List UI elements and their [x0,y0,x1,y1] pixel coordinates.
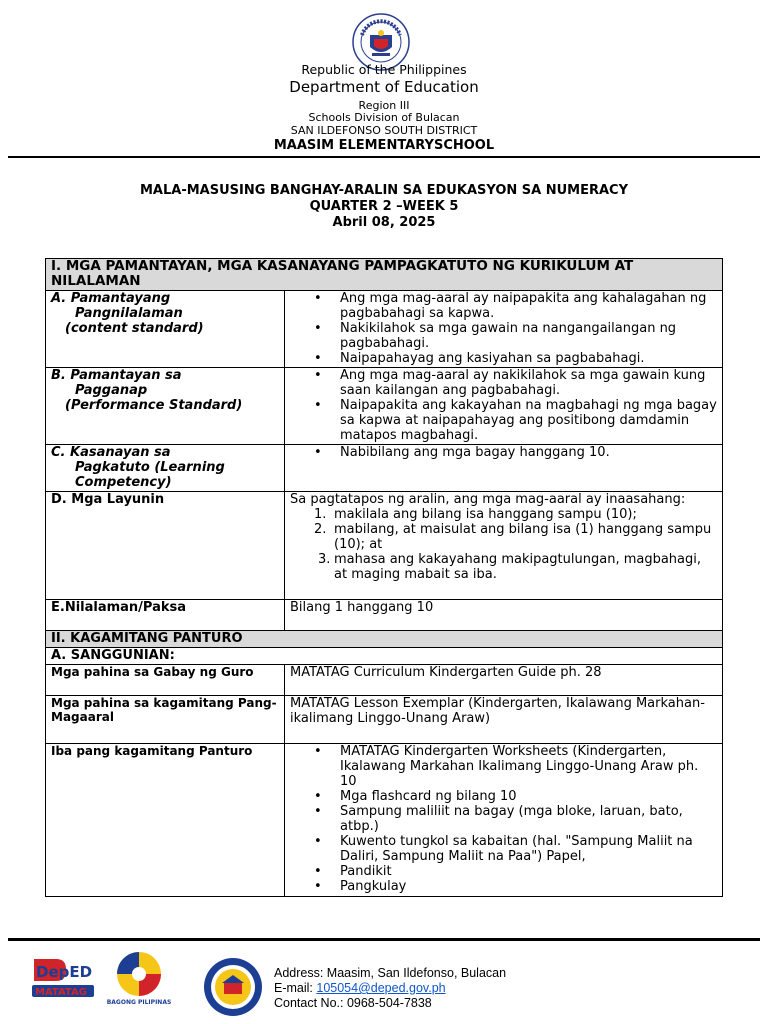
list-item: • Nakikilahok sa mga gawain na nangangailangan ng pagbabahagi. [290,321,717,351]
lesson-plan-table [45,258,723,897]
list-item: • Naipapakita ang kakayahan na magbahagi ng mga bagay sa kapwa at naipapahayag ang positibong damdamin matapos magbahagi. [290,398,717,443]
list-item: • Pandikit [290,864,717,879]
list-item: • MATATAG Kindergarten Worksheets (Kindergarten, Ikalawang Markahan Ikalimang Linggo-Unang Araw ph. 10 [290,744,717,789]
section2-heading: II. KAGAMITANG PANTURO [46,631,723,648]
deped-matatag-logo [30,955,96,1003]
footer-contact: Contact No.: 0968-504-7838 [274,996,432,1010]
learning-competency-list [285,445,723,492]
list-item: • Mga flashcard ng bilang 10 [290,789,717,804]
performance-standard-list [285,368,723,445]
plan-date: Abril 08, 2025 [332,215,436,230]
list-item: 2. mabilang, at maisulat ang bilang isa (1) hanggang sampu (10); at [314,522,712,552]
plan-title: MALA-MASUSING BANGHAY-ARALIN SA EDUKASYON SA NUMERACY [139,183,628,198]
school-logo [200,956,266,1018]
list-item: • Naipapahayag ang kasiyahan sa pagbabahagi. [290,351,717,366]
other-materials-list [285,744,723,897]
content-standard-label: A. Pamantayang Pangnilalaman (content standard) [46,291,285,368]
footer-address: Address: Maasim, San Ildefonso, Bulacan [274,966,507,980]
teacher-guide-label: Mga pahina sa Gabay ng Guro [46,665,285,696]
teacher-guide-value: MATATAG Curriculum Kindergarten Guide ph. 28 [285,665,723,696]
list-item: • Nabibilang ang mga bagay hanggang 10. [290,445,717,460]
region-text: Region III [358,99,410,112]
deped-logo-text: DepED [36,963,93,981]
references-subheading: A. SANGGUNIAN: [46,648,723,665]
learning-competency-label: C. Kasanayan sa Pagkatuto (Learning Competency) [46,445,285,492]
subject-matter-value: Bilang 1 hanggang 10 [285,600,723,631]
list-item: • Pangkulay [290,879,717,894]
subject-matter-label: E.Nilalaman/Paksa [46,600,285,631]
list-item: • Ang mga mag-aaral ay naipapakita ang kahalagahan ng pagbabahagi sa kapwa. [290,291,717,321]
objectives-cell [285,492,723,600]
objectives-label: D. Mga Layunin [46,492,285,600]
list-item: 3. mahasa ang kakayahang makipagtulungan, magbahagi, at maging mabait sa iba. [318,552,702,582]
other-materials-label: Iba pang kagamitang Panturo [46,744,285,897]
division-text: Schools Division of Bulacan [308,111,460,124]
republic-text: Republic of the Philippines [301,62,467,77]
learner-material-label: Mga pahina sa kagamitang Pang- Magaaral [46,696,285,744]
bagong-pilipinas-logo [107,950,171,1006]
list-item: • Sampung maliliit na bagay (mga bloke, laruan, bato, atbp.) [290,804,717,834]
email-link[interactable]: 105054@deped.gov.ph [316,981,446,995]
learner-material-value: MATATAG Lesson Exemplar (Kindergarten, Ikalawang Markahan-ikalimang Linggo-Unang Araw) [285,696,723,744]
footer-divider [8,938,760,941]
district-text: SAN ILDEFONSO SOUTH DISTRICT [290,124,478,137]
section1-heading: I. MGA PAMANTAYAN, MGA KASANAYANG PAMPAGKATUTO NG KURIKULUM AT NILALAMAN [46,259,723,291]
list-item: • Ang mga mag-aaral ay nakikilahok sa mga gawain kung saan kailangan ang pagbabahagi. [290,368,717,398]
objectives-intro: Sa pagtatapos ng aralin, ang mga mag-aaral ay inaasahang: [290,492,686,507]
department-text: Department of Education [289,78,479,96]
content-standard-list [285,291,723,368]
bp-caption: BAGONG PILIPINAS [107,999,171,1006]
school-name: MAASIM ELEMENTARYSCHOOL [273,138,495,153]
header-divider [8,156,760,158]
footer-email-line: E-mail: 105054@deped.gov.ph [274,981,446,995]
list-item: • Kuwento tungkol sa kabaitan (hal. "Sampung Maliit na Daliri, Sampung Maliit na Paa") Papel, [290,834,717,864]
plan-quarter: QUARTER 2 –WEEK 5 [309,199,459,214]
list-item: 1. makilala ang bilang isa hanggang sampu (10); [314,507,637,522]
matatag-logo-text: MATATAG [35,987,87,998]
performance-standard-label: B. Pamantayan sa Pagganap (Performance Standard) [46,368,285,445]
